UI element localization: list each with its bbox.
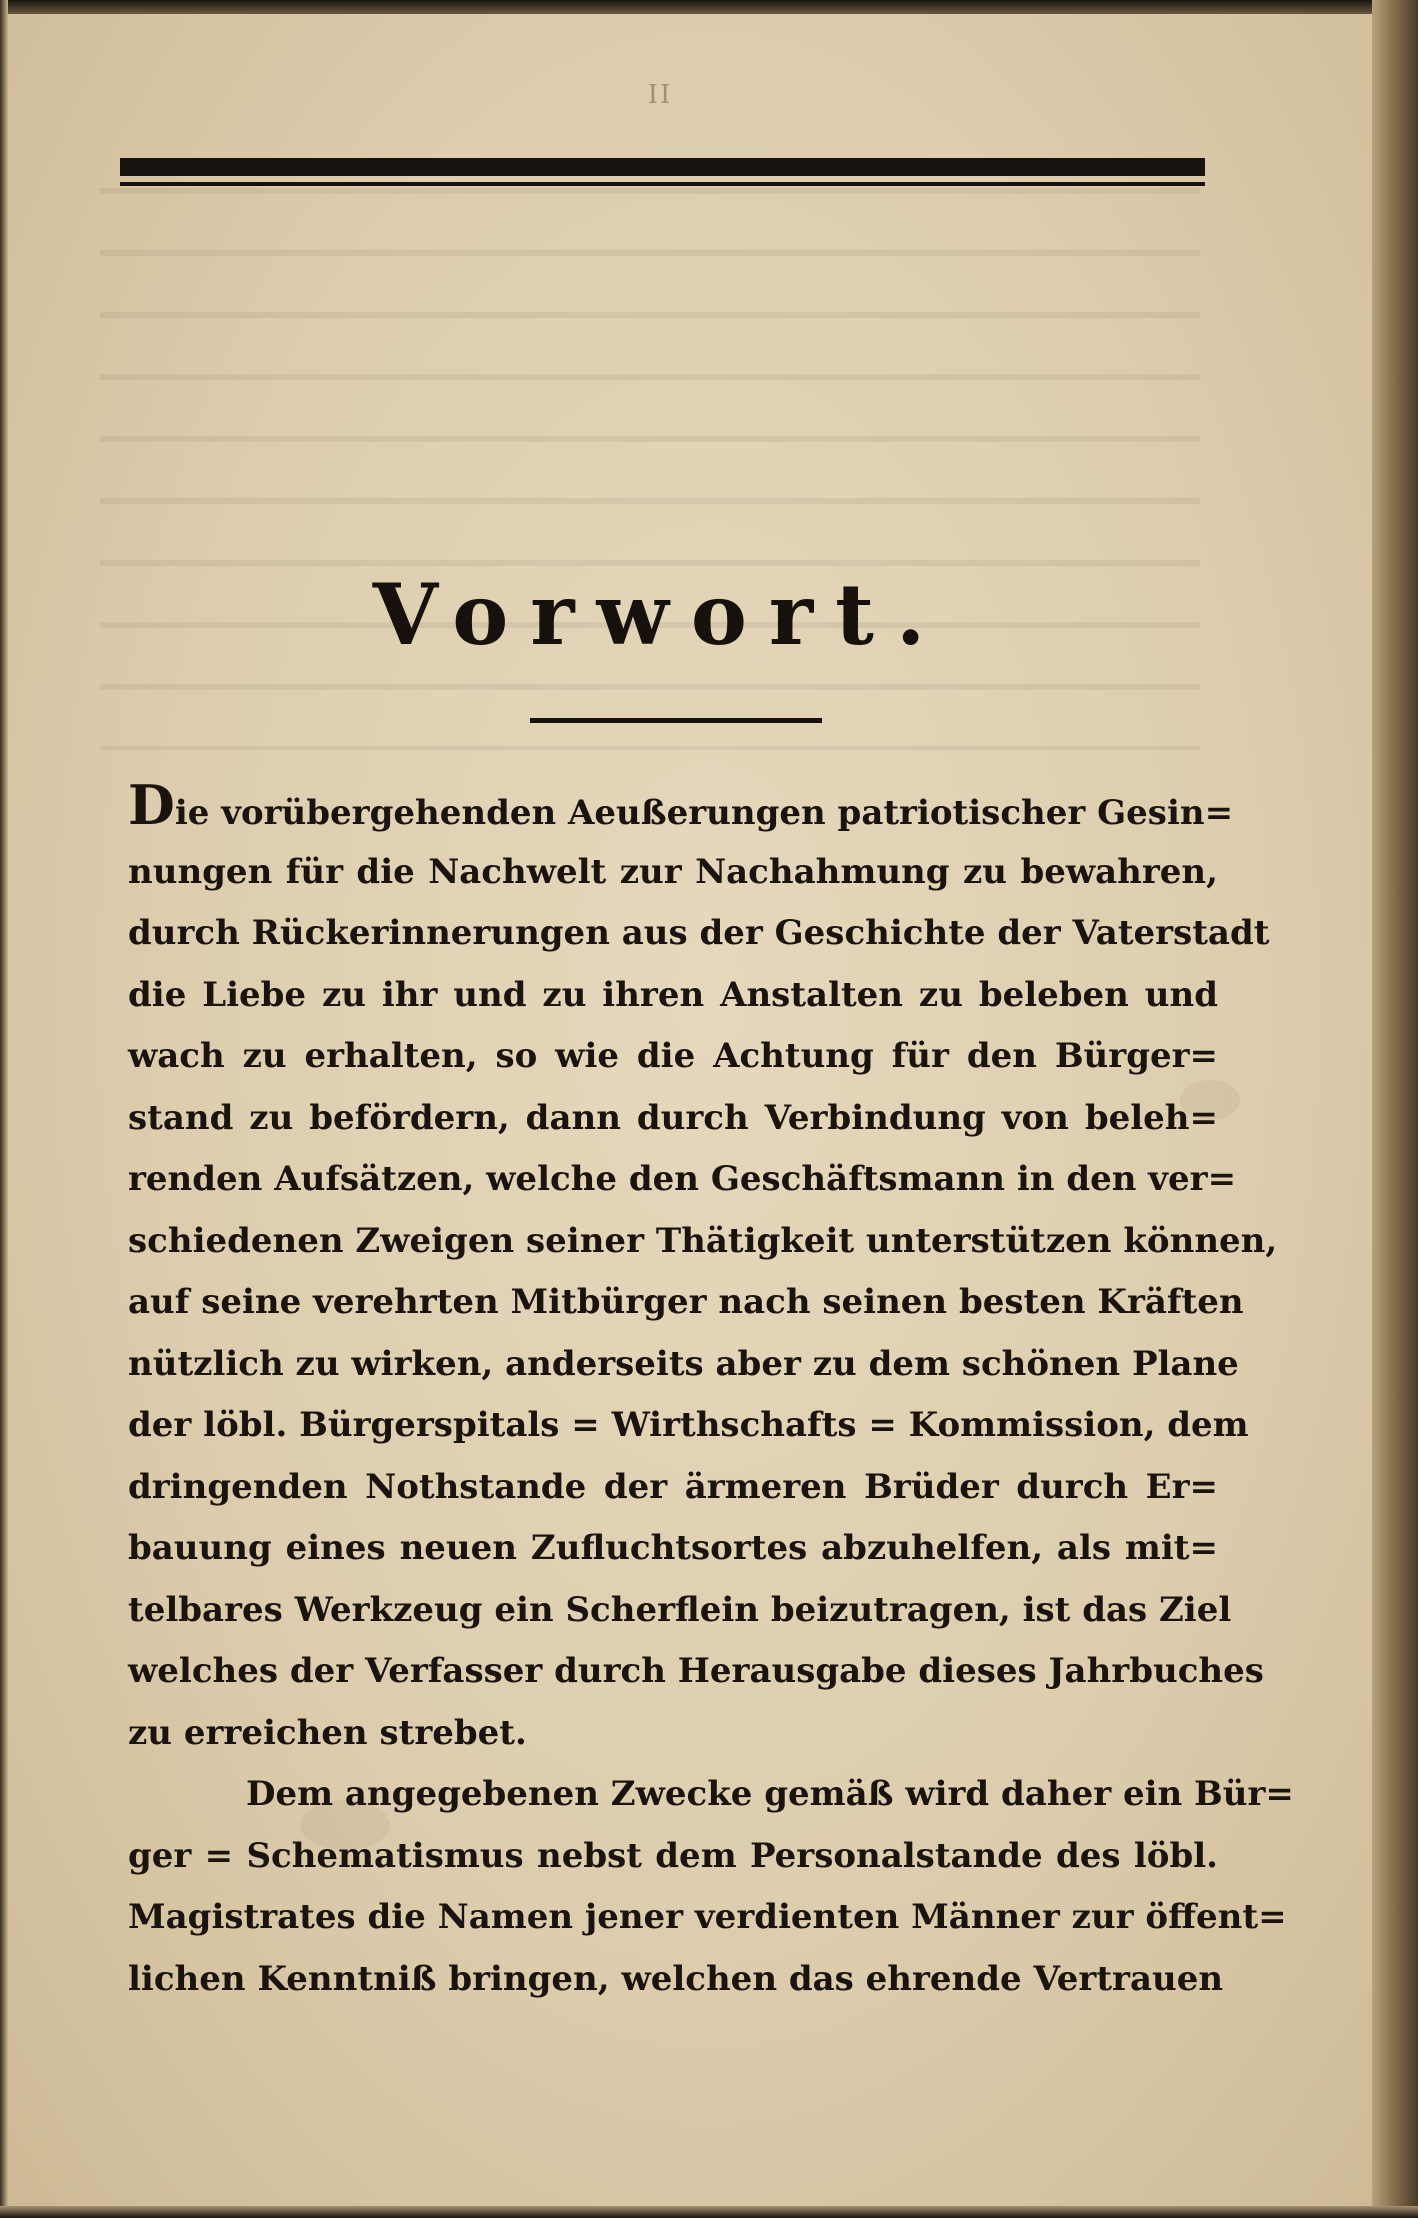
text-line: dringenden Nothstande der ärmeren Brüder durch Er= — [128, 1466, 1218, 1507]
text-line: welches der Verfasser durch Herausgabe dieses Jahrbuches — [128, 1651, 1264, 1691]
text-line: stand zu befördern, dann durch Verbindung von beleh= — [128, 1097, 1218, 1138]
text-line: wach zu erhalten, so wie die Achtung für den Bürger= — [128, 1036, 1218, 1076]
title-underline — [530, 718, 822, 723]
page-edge-right — [1372, 0, 1418, 2218]
text-line: schiedenen Zweigen seiner Thätigkeit unterstützen können, — [128, 1220, 1278, 1261]
body-text — [128, 773, 1294, 2010]
text-line: nützlich zu wirken, anderseits aber zu dem schönen Plane — [128, 1343, 1239, 1384]
text-line: zu erreichen strebet. — [128, 1712, 527, 1753]
text-line: bauung eines neuen Zufluchtsortes abzuhelfen, als mit= — [128, 1528, 1218, 1568]
running-head: II — [647, 80, 673, 110]
text-line: ger = Schematismus nebst dem Personalstande des löbl. — [128, 1835, 1218, 1876]
text-line: nungen für die Nachwelt zur Nachahmung zu bewahren, — [128, 851, 1218, 892]
text-line: die Liebe zu ihr und zu ihren Anstalten zu beleben und — [128, 974, 1218, 1015]
text-line: renden Aufsätzen, welche den Geschäftsmann in den ver= — [128, 1159, 1237, 1199]
page-title: Vorwort. — [372, 565, 948, 664]
header-rule-thin — [120, 182, 1205, 186]
header-rule-thick — [120, 158, 1205, 176]
page-edge-top — [0, 0, 1418, 14]
page-edge-left — [0, 0, 8, 2218]
text-line-content: ie vorübergehenden Aeußerungen patriotischer Gesin= — [174, 793, 1234, 833]
text-line — [128, 773, 1234, 842]
text-line: lichen Kenntniß bringen, welchen das ehrende Vertrauen — [128, 1958, 1224, 1999]
text-line: Dem angegebenen Zwecke gemäß wird daher ein Bür= — [246, 1774, 1294, 1814]
text-line: Magistrates die Namen jener verdienten Männer zur öffent= — [128, 1897, 1287, 1937]
text-line: der löbl. Bürgerspitals = Wirthschafts = Kommission, dem — [128, 1405, 1249, 1445]
page-edge-bottom — [0, 2206, 1418, 2218]
text-line: durch Rückerinnerungen aus der Geschichte der Vaterstadt — [128, 913, 1270, 953]
drop-cap: D — [128, 773, 175, 837]
text-line: auf seine verehrten Mitbürger nach seinen besten Kräften — [128, 1282, 1244, 1322]
text-line: telbares Werkzeug ein Scherflein beizutragen, ist das Ziel — [128, 1589, 1232, 1630]
